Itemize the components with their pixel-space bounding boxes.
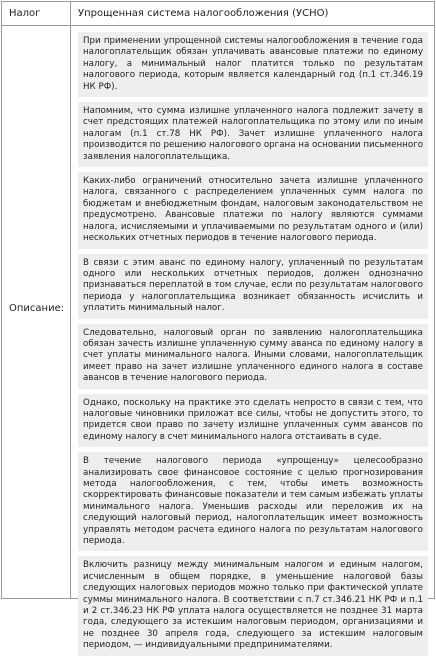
paragraph-overpayment-offset: Напомним, что сумма излишне уплаченного налога подлежит зачету в счет предстоящих платежей налогоплательщика по этому или по иным налогам (п.1 ст.78 НК РФ). Зачет излишне уплаченного налога производится по решению налогового органа на основании письменного заявления налогоплательщика. xyxy=(78,102,428,167)
paragraph-advance-payments: При применении упрощенной системы налогообложения в течение года налогоплательщик обязан уплачивать авансовые платежи по единому налогу, а минимальный налог платится только по результатам налогового периода, которым является календарный год (п.1 ст.346.19 НК РФ). xyxy=(78,32,428,97)
paragraph-advance-as-overpayment: В связи с этим аванс по единому налогу, уплаченный по результатам одного или нескольких отчетных периодов, должен однозначно признаваться переплатой в том случае, если по результатам налогового периода у налогоплательщика возникает обязанность исчислить и уплатить минимальный налог. xyxy=(78,254,428,319)
description-row-label: Описание: xyxy=(9,303,65,314)
paragraph-court-defense: Однако, поскольку на практике это сделать непросто в связи с тем, что налоговые чиновники приложат все силы, чтобы не допустить этого, то придется свои право по зачету излишне уплаченных сумм авансов по единому налогу в счет минимального налога отстаивать в суде. xyxy=(78,394,428,448)
table-header-row xyxy=(2,2,434,26)
header-tax-label: Налог xyxy=(9,8,41,19)
paragraph-payment-deadlines: Включить разницу между минимальным налогом и единым налогом, исчисленным в общем порядке, в уменьшение налоговой базы следующих налоговых периодов можно только при фактической уплате суммы минимального налога. В соответствии с п.7 ст.346.21 НК РФ и п.1 и 2 ст.346.23 НК РФ уплата налога осуществляется не позднее 31 марта года, следующего за истекшим налоговым периодом, организациями и не позднее 30 апреля года, следующего за истекшим налоговым периодом, — индивидуальными предпринимателями. xyxy=(78,556,428,655)
paragraph-financial-analysis: В течение налогового периода «упрощенцу» целесообразно анализировать свое финансовое состояние с целью прогнозирования метода налогообложения, с тем, чтобы иметь возможность скорректировать финансовые показатели и тем самым избежать уплаты минимального налога. Уменьшив расходы или переложив их на следующий налоговый период, налогоплательщик имеет возможность управлять методом расчета единого налога по результатам налогового периода. xyxy=(78,452,428,551)
paragraph-no-restrictions: Каких-либо ограничений относительно зачета излишне уплаченного налога, связанного с распределением уплаченных сумм налога по бюджетам и внебюджетным фондам, налоговым законодательством не предусмотрено. Авансовые платежи по налогу являются суммами налога, исчисляемыми и уплачиваемыми по результатам одного и (или) нескольких отчетных периодов в течение налогового периода. xyxy=(78,172,428,248)
description-content xyxy=(78,32,428,661)
column-divider xyxy=(70,2,71,598)
header-tax-system-title: Упрощенная система налогообложения (УСНО) xyxy=(78,8,329,19)
tax-description-table xyxy=(1,1,435,651)
paragraph-tax-authority-duty: Следовательно, налоговый орган по заявлению налогоплательщика обязан зачесть излишне уплаченную сумму аванса по единому налогу в счет уплаты минимального налога. Иными словами, налогоплательщик имеет право на зачет излишне уплаченного единого налога в составе авансов в течение налогового периода. xyxy=(78,324,428,389)
